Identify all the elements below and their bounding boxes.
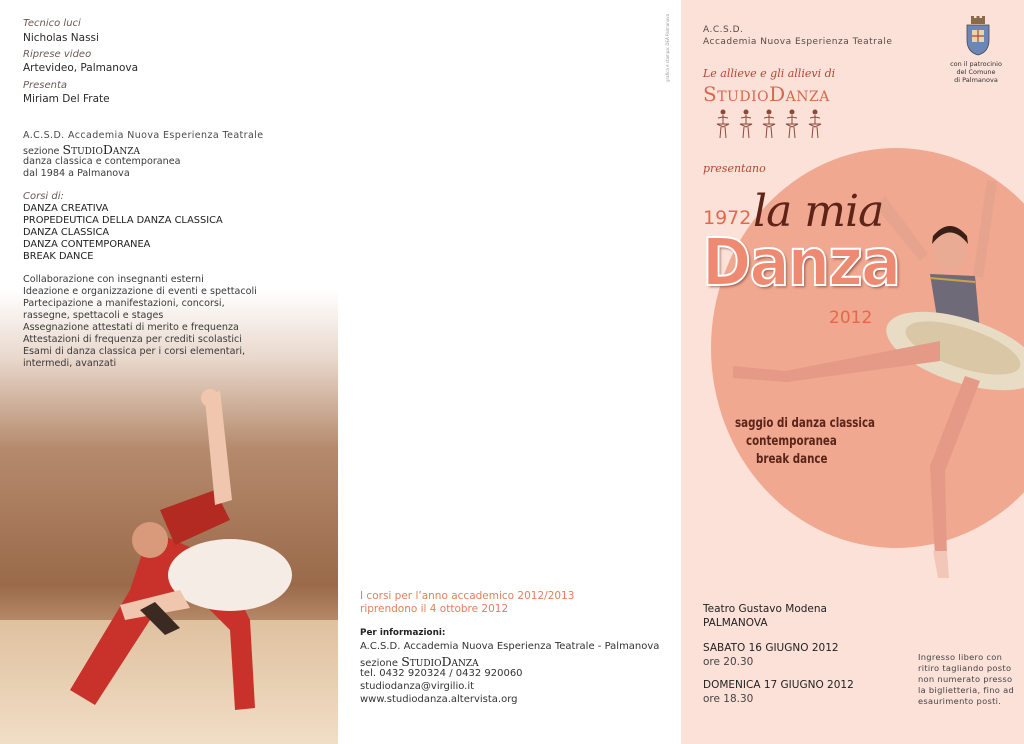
patrocinio-line2: del Comune bbox=[956, 68, 996, 76]
left-studiodanza-brand: StudioDanza bbox=[62, 142, 140, 157]
time-sunday: ore 18.30 bbox=[703, 693, 754, 705]
info-assoc: A.C.S.D. Accademia Nuova Esperienza Teatrale - Palmanova bbox=[360, 641, 660, 652]
dancer-figure-icon bbox=[783, 108, 801, 140]
acsd-header bbox=[703, 24, 892, 48]
info-website[interactable]: www.studiodanza.altervista.org bbox=[360, 694, 518, 705]
palmanova-crest-icon bbox=[963, 16, 993, 56]
entry-line: ritiro tagliando posto bbox=[918, 663, 1012, 673]
info-phone: tel. 0432 920324 / 0432 920060 bbox=[360, 668, 523, 679]
show-line-breakdance: break dance bbox=[756, 452, 828, 467]
courses-heading: Corsi di: bbox=[23, 191, 64, 202]
courses-resume-line1: I corsi per l’anno accademico 2012/2013 bbox=[360, 590, 575, 602]
dancer-figure-icon bbox=[760, 108, 778, 140]
entry-line: Ingresso libero con bbox=[918, 652, 1003, 662]
left-sezione-prefix: sezione bbox=[23, 146, 60, 157]
course-item: PROPEDEUTICA DELLA DANZA CLASSICA bbox=[23, 215, 223, 226]
course-item: DANZA CONTEMPORANEA bbox=[23, 239, 151, 250]
patrocinio-line1: con il patrocinio bbox=[950, 60, 1002, 68]
credit-role-lights: Tecnico luci bbox=[23, 18, 81, 29]
dancer-figure-icon bbox=[806, 108, 824, 140]
date-saturday: SABATO 16 GIUGNO 2012 bbox=[703, 642, 839, 654]
dancer-figure-icon bbox=[737, 108, 755, 140]
presentano-text: presentano bbox=[703, 162, 766, 175]
left-about-line2: dal 1984 a Palmanova bbox=[23, 168, 130, 179]
year-end: 2012 bbox=[829, 308, 873, 328]
credit-role-presenter: Presenta bbox=[23, 80, 68, 91]
title-danza: Danza bbox=[702, 224, 900, 301]
date-sunday: DOMENICA 17 GIUGNO 2012 bbox=[703, 679, 854, 691]
entry-line: esaurimento posti. bbox=[918, 696, 1002, 706]
title-la-mia: la mia bbox=[753, 186, 884, 237]
course-item: DANZA CREATIVA bbox=[23, 203, 109, 214]
activity-line: Ideazione e organizzazione di eventi e spettacoli bbox=[23, 286, 257, 297]
left-sezione-line bbox=[23, 142, 140, 157]
theatre-city: PALMANOVA bbox=[703, 617, 768, 629]
entry-line: non numerato presso bbox=[918, 674, 1013, 684]
info-sezione-prefix: sezione bbox=[360, 658, 398, 669]
activity-line: Collaborazione con insegnanti esterni bbox=[23, 274, 204, 285]
allieve-line: Le allieve e gli allievi di bbox=[703, 67, 836, 80]
info-label: Per informazioni: bbox=[360, 628, 446, 638]
activity-line: Assegnazione attestati di merito e frequenza bbox=[23, 322, 239, 333]
acsd-line1: A.C.S.D. bbox=[703, 25, 744, 35]
show-line-classica: saggio di danza classica bbox=[735, 416, 876, 431]
patrocinio-line3: di Palmanova bbox=[954, 76, 998, 84]
credit-name-presenter: Miriam Del Frate bbox=[23, 93, 110, 105]
activity-line: rassegne, spettacoli e stages bbox=[23, 310, 164, 321]
time-saturday: ore 20.30 bbox=[703, 656, 754, 668]
year-start: 1972 bbox=[703, 207, 752, 229]
credit-role-video: Riprese video bbox=[23, 49, 92, 60]
info-sezione-line bbox=[360, 654, 479, 669]
info-studiodanza-brand: StudioDanza bbox=[401, 654, 479, 669]
middle-panel bbox=[338, 0, 681, 744]
studiodanza-logo: StudioDanza bbox=[703, 82, 830, 106]
activity-line: Esami di danza classica per i corsi elementari, bbox=[23, 346, 246, 357]
left-panel bbox=[0, 0, 338, 744]
activity-line: intermedi, avanzati bbox=[23, 358, 117, 369]
info-email[interactable]: studiodanza@virgilio.it bbox=[360, 681, 475, 692]
activity-line: Partecipazione a manifestazioni, concorsi, bbox=[23, 298, 225, 309]
print-credit-text: grafica e stampa: DEA Palmanova bbox=[665, 14, 670, 82]
credit-name-lights: Nicholas Nassi bbox=[23, 32, 99, 44]
course-item: DANZA CLASSICA bbox=[23, 227, 110, 238]
courses-resume-line2: riprendono il 4 ottobre 2012 bbox=[360, 603, 509, 615]
left-about-line1: danza classica e contemporanea bbox=[23, 156, 181, 167]
theatre-name: Teatro Gustavo Modena bbox=[703, 603, 827, 615]
credit-name-video: Artevideo, Palmanova bbox=[23, 62, 139, 74]
activity-line: Attestazioni di frequenza per crediti scolastici bbox=[23, 334, 242, 345]
course-item: BREAK DANCE bbox=[23, 251, 94, 262]
print-credit bbox=[665, 14, 672, 82]
show-line-contemporanea: contemporanea bbox=[746, 434, 837, 449]
acsd-line2: Accademia Nuova Esperienza Teatrale bbox=[703, 37, 893, 47]
left-assoc-name: A.C.S.D. Accademia Nuova Esperienza Teatrale bbox=[23, 130, 264, 141]
entry-line: la biglietteria, fino ad bbox=[918, 685, 1015, 695]
dancer-figure-icon bbox=[714, 108, 732, 140]
